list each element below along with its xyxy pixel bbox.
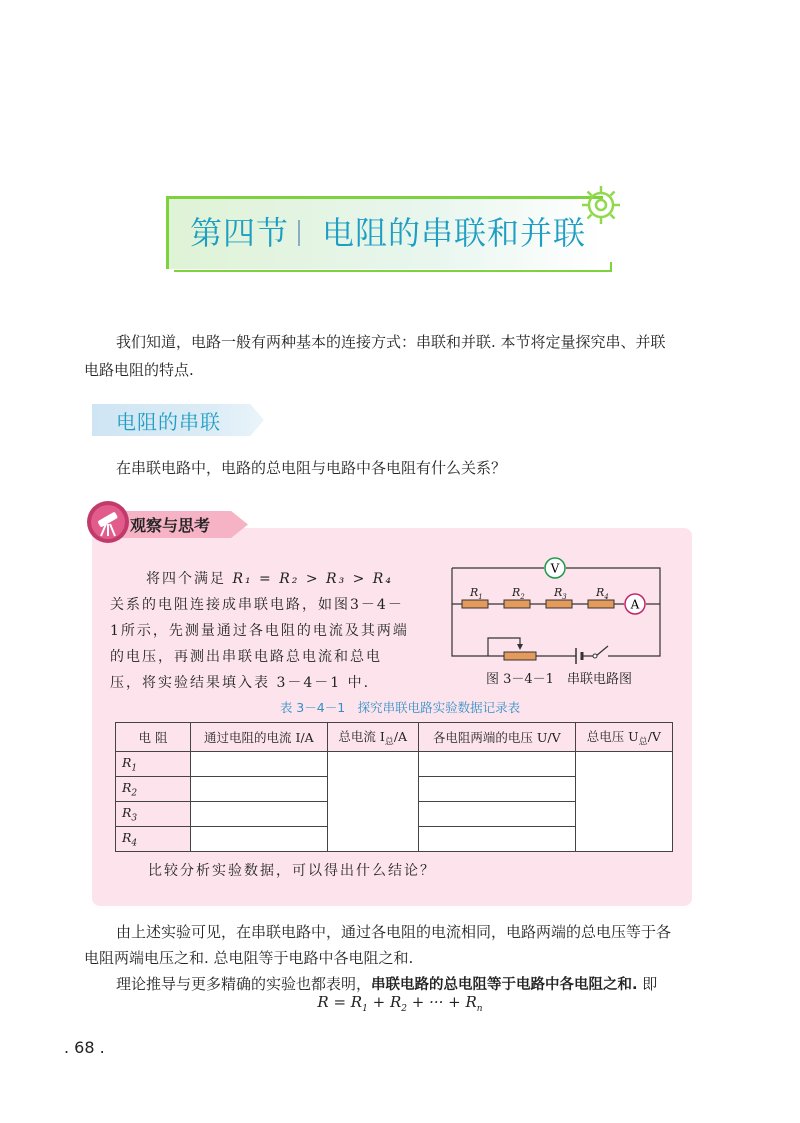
r3-sub: 3 — [562, 593, 567, 601]
header-voltage-each: 各电阻两端的电压 U/V — [418, 723, 575, 752]
subheading-series: 电阻的串联 — [116, 410, 221, 434]
voltmeter-label: V — [550, 561, 560, 576]
telescope-icon — [86, 500, 130, 544]
section-number: 第四节 — [190, 214, 290, 252]
row-label-r1: $R_1$ — [116, 752, 191, 777]
header-total-current: 总电流 $I_总/A$ — [327, 723, 418, 752]
cell-total-current — [327, 752, 418, 852]
series-resistance-formula: $R = R_1 + R_2$ + ··· + $R_n$ — [317, 993, 483, 1014]
r2-label: R — [512, 586, 521, 599]
cell-voltage-r1 — [418, 752, 575, 777]
experiment-data-table — [115, 722, 673, 852]
section-title-frame-shadow — [174, 262, 612, 272]
header-total-voltage: 总电压 $U_总/V$ — [575, 723, 672, 752]
page-number: . 68 . — [64, 1038, 105, 1057]
row-label-r4: $R_4$ — [116, 827, 191, 852]
cell-current-r3 — [191, 802, 328, 827]
r3-label: R — [554, 586, 563, 599]
intro-line-1: 我们知道，电路一般有两种基本的连接方式：串联和并联. 本节将定量探究串、并联 — [116, 333, 666, 351]
r4-label: R — [596, 586, 605, 599]
theory-bold: 串联电路的总电阻等于电路中各电阻之和. — [371, 977, 638, 993]
result-line-2: 电阻两端电压之和. 总电阻等于电路中各电阻之和. — [84, 949, 414, 967]
observe-think-label: 观察与思考 — [130, 516, 211, 535]
title-separator — [298, 220, 300, 246]
svg-text:R4 — [595, 586, 609, 601]
row-label-r2: $R_2$ — [116, 777, 191, 802]
observe-text-prefix: 将四个满足 — [146, 571, 233, 587]
cell-current-r4 — [191, 827, 328, 852]
theory-suffix: 即 — [637, 975, 658, 993]
r4-sub: 4 — [604, 593, 609, 601]
theory-prefix: 理论推导与更多精确的实验也都表明， — [116, 975, 372, 993]
row-label-r3: $R_3$ — [116, 802, 191, 827]
table-row — [116, 752, 673, 777]
cell-voltage-r2 — [418, 777, 575, 802]
header-current-each: 通过电阻的电流 I/A — [191, 723, 328, 752]
cell-current-r1 — [191, 752, 328, 777]
cell-voltage-r4 — [418, 827, 575, 852]
cell-current-r2 — [191, 777, 328, 802]
table-caption: 表 3－4－1 探究串联电路实验数据记录表 — [279, 700, 521, 715]
intro-line-2: 电路电阻的特点. — [84, 361, 194, 379]
table-header-row — [116, 723, 673, 752]
figure-caption: 图 3－4－1 串联电路图 — [486, 672, 632, 687]
resistor-relation: R₁ = R₂ > R₃ > R₄ — [232, 571, 393, 587]
svg-text:R1 — [469, 586, 483, 601]
conclusion-question: 比较分析实验数据，可以得出什么结论？ — [148, 863, 436, 879]
page-title: 电阻的串联和并联 — [322, 214, 587, 252]
svg-text:R2 — [511, 586, 525, 601]
svg-text:R3 — [553, 586, 567, 601]
r1-label: R — [470, 586, 479, 599]
header-resistor: 电 阻 — [116, 723, 191, 752]
r2-sub: 2 — [520, 593, 525, 601]
cell-total-voltage — [575, 752, 672, 852]
result-line-1: 由上述实验可见，在串联电路中，通过各电阻的电流相同，电路两端的总电压等于各 — [116, 923, 672, 941]
series-question: 在串联电路中，电路的总电阻与电路中各电阻有什么关系？ — [116, 459, 507, 477]
observe-text-rest: 关系的电阻连接成串联电路，如图3－4－1所示，先测量通过各电阻的电流及其两端的电压，再测出串联电路总电流和总电压，将实验结果填入表 3－4－1 中. — [110, 597, 409, 691]
cell-voltage-r3 — [418, 802, 575, 827]
ammeter-label: A — [630, 597, 640, 612]
observe-think-text — [110, 566, 412, 696]
r1-sub: 1 — [478, 593, 483, 601]
series-circuit-diagram — [448, 556, 668, 664]
